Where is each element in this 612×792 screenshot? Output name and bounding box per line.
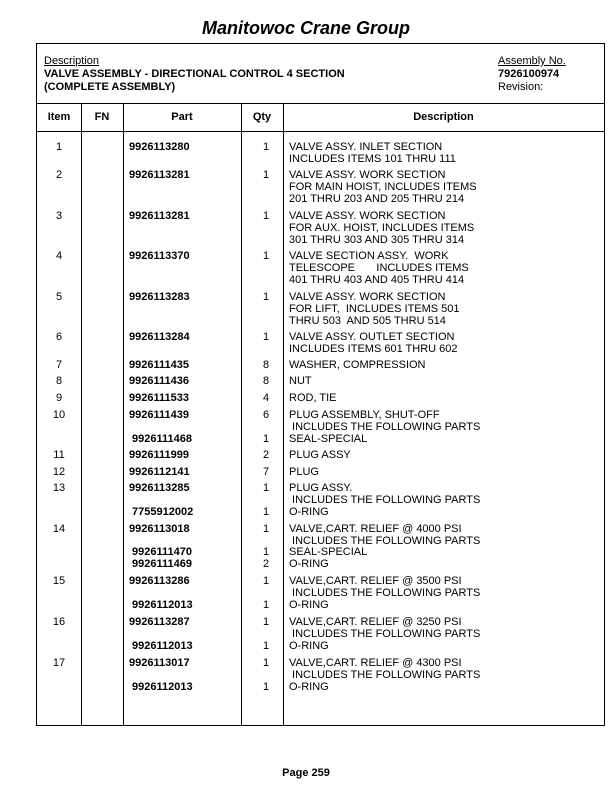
row-description: VALVE,CART. RELIEF @ 3500 PSI INCLUDES THE FOLLOWING PARTS — [289, 575, 481, 599]
row-description: PLUG ASSY — [289, 449, 351, 461]
row-item: 2 — [55, 169, 63, 181]
row-item: 15 — [52, 575, 66, 587]
row-description: PLUG — [289, 466, 319, 478]
row-part: 9926113281 — [129, 169, 190, 181]
row-item: 8 — [55, 375, 63, 387]
row-qty: 1 — [262, 506, 270, 518]
row-description: O-RING — [289, 599, 329, 611]
row-qty: 1 — [262, 210, 270, 222]
row-description: PLUG ASSEMBLY, SHUT-OFF INCLUDES THE FOLLOWING PARTS — [289, 409, 481, 433]
row-item: 10 — [52, 409, 66, 421]
row-description: SEAL-SPECIAL — [289, 433, 368, 445]
row-item: 12 — [52, 466, 66, 478]
row-description: VALVE ASSY. WORK SECTION FOR AUX. HOIST, INCLUDES ITEMS 301 THRU 303 AND 305 THRU 314 — [289, 210, 475, 246]
row-part: 9926111470 9926111469 — [132, 546, 193, 570]
row-part: 9926113280 — [129, 141, 190, 153]
column-divider — [241, 104, 242, 725]
row-part: 9926112013 — [129, 599, 193, 611]
row-item: 9 — [55, 392, 63, 404]
row-part: 9926111533 — [129, 392, 189, 404]
row-qty: 1 — [262, 575, 270, 587]
row-item: 16 — [52, 616, 66, 628]
row-part: 9926111439 — [129, 409, 189, 421]
row-part: 9926113017 — [129, 657, 190, 669]
row-description: VALVE SECTION ASSY. WORK TELESCOPE INCLUDES ITEMS 401 THRU 403 AND 405 THRU 414 — [289, 250, 469, 286]
row-qty: 1 — [262, 331, 270, 343]
row-qty: 1 — [262, 616, 270, 628]
row-item: 11 — [53, 449, 65, 461]
assembly-header — [37, 44, 604, 104]
row-qty: 1 — [262, 482, 270, 494]
revision-label: Revision: — [498, 81, 544, 93]
row-description: VALVE,CART. RELIEF @ 3250 PSI INCLUDES THE FOLLOWING PARTS — [289, 616, 481, 640]
row-description: VALVE ASSY. WORK SECTION FOR LIFT, INCLUDES ITEMS 501 THRU 503 AND 505 THRU 514 — [289, 291, 460, 327]
row-qty: 7 — [262, 466, 270, 478]
row-qty: 6 — [262, 409, 270, 421]
assembly-number: 7926100974 — [498, 68, 560, 80]
assembly-description-line2: (COMPLETE ASSEMBLY) — [44, 81, 176, 93]
row-part: 9926113284 — [129, 331, 190, 343]
row-description: ROD, TIE — [289, 392, 337, 404]
assembly-no-label: Assembly No. — [498, 55, 566, 67]
row-part: 9926113285 — [129, 482, 190, 494]
assembly-description-line1: VALVE ASSEMBLY - DIRECTIONAL CONTROL 4 SECTION — [44, 68, 345, 80]
row-item: 6 — [55, 331, 63, 343]
row-qty: 1 — [262, 291, 270, 303]
column-header-description: Description — [413, 111, 474, 123]
row-part: 9926113286 — [129, 575, 190, 587]
row-item: 13 — [52, 482, 66, 494]
row-description: O-RING — [289, 640, 329, 652]
description-label: Description — [44, 55, 100, 67]
row-description: VALVE ASSY. WORK SECTION FOR MAIN HOIST, INCLUDES ITEMS 201 THRU 203 AND 205 THRU 214 — [289, 169, 477, 205]
row-qty: 1 — [262, 141, 270, 153]
row-description: NUT — [289, 375, 312, 387]
row-qty: 8 — [262, 375, 270, 387]
row-item: 14 — [52, 523, 66, 535]
row-description: PLUG ASSY. INCLUDES THE FOLLOWING PARTS — [289, 482, 481, 506]
row-part: 9926112013 — [129, 640, 193, 652]
row-item: 4 — [55, 250, 63, 262]
row-description: VALVE,CART. RELIEF @ 4300 PSI INCLUDES THE FOLLOWING PARTS — [289, 657, 481, 681]
row-part: 7755912002 — [129, 506, 194, 518]
column-divider — [123, 104, 124, 725]
row-qty: 1 — [262, 169, 270, 181]
column-header-fn: FN — [94, 111, 110, 123]
row-qty: 1 — [262, 681, 270, 693]
column-header-item: Item — [47, 111, 71, 123]
row-qty: 4 — [262, 392, 270, 404]
row-qty: 1 — [262, 523, 270, 535]
row-item: 17 — [52, 657, 66, 669]
row-qty: 1 — [262, 250, 270, 262]
row-part: 9926113283 — [129, 291, 190, 303]
row-description: SEAL-SPECIAL O-RING — [289, 546, 368, 570]
column-header-part: Part — [171, 111, 193, 123]
row-item: 1 — [55, 141, 63, 153]
row-qty: 1 2 — [262, 546, 270, 570]
row-part: 9926111999 — [129, 449, 189, 461]
row-qty: 1 — [262, 599, 270, 611]
row-description: WASHER, COMPRESSION — [289, 359, 426, 371]
row-part: 9926111468 — [129, 433, 193, 445]
row-item: 3 — [55, 210, 63, 222]
row-part: 9926113018 — [129, 523, 190, 535]
row-part: 9926111436 — [129, 375, 189, 387]
row-part: 9926113281 — [129, 210, 190, 222]
row-qty: 1 — [262, 433, 270, 445]
row-part: 9926111435 — [129, 359, 189, 371]
parts-table — [36, 43, 605, 726]
row-part: 9926113370 — [129, 250, 190, 262]
row-description: VALVE,CART. RELIEF @ 4000 PSI INCLUDES THE FOLLOWING PARTS — [289, 523, 481, 547]
company-title: Manitowoc Crane Group — [201, 18, 410, 38]
column-divider — [81, 104, 82, 725]
column-header-qty: Qty — [252, 111, 272, 123]
row-qty: 2 — [262, 449, 270, 461]
row-part: 9926112141 — [129, 466, 190, 478]
row-description: O-RING — [289, 681, 329, 693]
row-description: VALVE ASSY. INLET SECTION INCLUDES ITEMS 101 THRU 111 — [289, 141, 456, 165]
row-qty: 8 — [262, 359, 270, 371]
row-part: 9926112013 — [129, 681, 193, 693]
row-part: 9926113287 — [129, 616, 190, 628]
page-number: Page 259 — [282, 767, 330, 779]
row-description: VALVE ASSY. OUTLET SECTION INCLUDES ITEMS 601 THRU 602 — [289, 331, 458, 355]
row-item: 5 — [55, 291, 63, 303]
row-description: O-RING — [289, 506, 329, 518]
row-qty: 1 — [262, 640, 270, 652]
row-item: 7 — [55, 359, 63, 371]
row-qty: 1 — [262, 657, 270, 669]
